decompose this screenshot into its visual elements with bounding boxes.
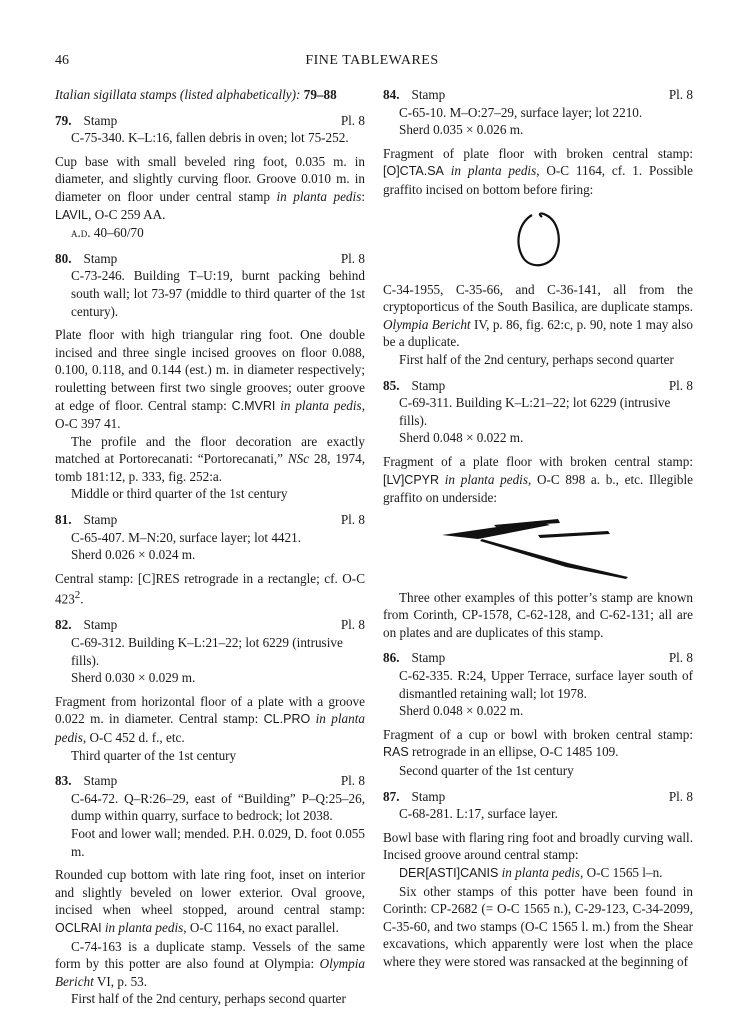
entry-number: 87. — [383, 788, 400, 804]
entry-87-heading — [383, 788, 693, 806]
entry-kind: Stamp — [83, 773, 118, 789]
entry-kind: Stamp — [411, 87, 446, 102]
entry-number: 85. — [383, 377, 400, 393]
entry-kind: Stamp — [83, 617, 118, 633]
page-number: 46 — [55, 53, 69, 68]
stamp-text: [LV]CPYR — [383, 472, 440, 487]
graffito-drawing — [508, 205, 568, 275]
description: Fragment from horizontal floor of a plate with a groove 0.022 m. in diameter. Central stamp: CL.PRO in planta pedis, O-C 452 d. f., etc. — [55, 693, 365, 745]
inventory-line: C-75-340. K–L:16, fallen debris in oven; lot 75-252. — [71, 130, 349, 146]
running-head: FINE TABLEWARES — [305, 53, 439, 68]
parallel-note: The profile and the floor decoration are exactly matched at Portorecanati: “Portorecanati,” NSc 28, 1974, tomb 181:12, p. 333, fig. 252:a. — [55, 433, 366, 484]
sherd-dimensions: Sherd 0.048 × 0.022 m. — [399, 430, 524, 446]
plate-ref: Pl. 8 — [340, 617, 365, 633]
date-line: First half of the 2nd century, perhaps second quarter — [71, 991, 346, 1007]
description: Rounded cup bottom with late ring foot, inset on interior and slightly beveled on lower exterior. Oval groove, incised when wheel stopped, around central stamp: OCLRAI in planta pedis, O-C 1164, no exact parallel. — [55, 867, 365, 935]
entry-84-heading — [383, 86, 693, 104]
entry-82-heading — [55, 616, 365, 634]
description: Bowl base with flaring ring foot and broadly curving wall. Incised groove around central stamp: — [383, 829, 693, 863]
stamp-text: LAVIL — [55, 207, 89, 222]
description: Fragment of a plate floor with broken central stamp: [LV]CPYR in planta pedis, O-C 898 a. b., etc. Illegible graffito on underside: — [383, 453, 693, 506]
plate-ref: Pl. 8 — [340, 112, 365, 128]
inventory-line: C-69-312. Building K–L:21–22; lot 6229 (intrusive fills). — [71, 635, 343, 668]
date-line: First half of the 2nd century, perhaps second quarter — [399, 351, 674, 367]
sherd-dimensions: Sherd 0.048 × 0.022 m. — [399, 703, 524, 719]
entry-kind: Stamp — [411, 650, 446, 666]
other-stamps-note: Six other stamps of this potter have been found in Corinth: CP-2682 (= O-C 1565 n.), C-29-123, C-34-2099, C-35-60, and two stamps (O-C 1565 l. m.) from the Shear excavations, which apparently were lost when the place where they were stored was ransacked at the beginning of — [383, 883, 693, 969]
stamp-text: RAS — [383, 745, 409, 760]
inventory-line: C-62-335. R:24, Upper Terrace, surface layer south of dismantled retaining wall; lot 1978. — [399, 668, 693, 701]
entry-number: 83. — [55, 773, 72, 789]
description: Plate floor with high triangular ring foot. One double incised and three single incised grooves on floor 0.088, 0.100, 0.118, and 0.144 (est.) m. in diameter respectively; rouletting between first two single grooves; outer groove at edge of floor. Central stamp: C.MVRI in planta pedis, O-C 397 41. — [55, 327, 365, 432]
entry-86-heading — [383, 649, 693, 667]
plate-ref: Pl. 8 — [668, 650, 693, 666]
entry-number: 84. — [383, 87, 400, 102]
inventory-line: C-69-311. Building K–L:21–22; lot 6229 (intrusive fills). — [399, 395, 671, 428]
plate-ref: Pl. 8 — [340, 250, 365, 266]
entry-kind: Stamp — [83, 112, 118, 128]
plate-ref: Pl. 8 — [340, 773, 365, 789]
sherd-dimensions: Sherd 0.030 × 0.029 m. — [71, 670, 196, 686]
entry-number: 82. — [55, 617, 72, 633]
stamp-text: C.MVRI — [231, 398, 276, 413]
plate-ref: Pl. 8 — [668, 87, 693, 102]
duplicate-note: Three other examples of this potter’s stamp are known from Corinth, CP-1578, C-62-128, and C-62-131; all are on plates and are duplicates of this stamp. — [383, 589, 693, 640]
stamp-text: [O]CTA.SA — [383, 164, 444, 179]
entry-number: 80. — [55, 250, 72, 266]
entry-kind: Stamp — [411, 377, 446, 393]
entry-number: 86. — [383, 650, 400, 666]
date-line: Middle or third quarter of the 1st century — [71, 486, 288, 502]
date-line: a.d. 40–60/70 — [71, 225, 144, 241]
left-column — [55, 86, 365, 1008]
graffito-drawing — [438, 513, 638, 583]
inventory-line: C-68-281. L:17, surface layer. — [399, 806, 558, 822]
stamp-text: DER[ASTI]CANIS — [399, 866, 499, 880]
inventory-line: C-65-10. M–O:27–29, surface layer; lot 2210. — [399, 104, 643, 120]
right-column — [383, 86, 693, 971]
date-line: Third quarter of the 1st century — [71, 747, 237, 763]
entry-79-heading — [55, 112, 365, 130]
entry-80-heading — [55, 250, 365, 268]
description: Fragment of a cup or bowl with broken central stamp: RAS retrograde in an ellipse, O-C 1485 109. — [383, 726, 693, 760]
date-line: Second quarter of the 1st century — [399, 763, 574, 779]
entry-85-heading — [383, 377, 693, 395]
duplicate-note: C-74-163 is a duplicate stamp. Vessels of the same form by this potter are also found at Olympia: Olympia Bericht VI, p. 53. — [55, 938, 365, 989]
description: Fragment of plate floor with broken central stamp: [O]CTA.SA in planta pedis, O-C 1164, cf. 1. Possible graffito incised on bottom before firing: — [383, 145, 693, 197]
entry-83-heading — [55, 772, 365, 790]
plate-ref: Pl. 8 — [668, 377, 693, 393]
entry-81-heading — [55, 511, 365, 529]
entry-kind: Stamp — [83, 250, 118, 266]
description: Central stamp: [C]RES retrograde in a rectangle; cf. O-C $423^2$. — [55, 570, 365, 607]
sherd-dimensions: Sherd 0.035 × 0.026 m. — [399, 122, 524, 138]
description: Cup base with small beveled ring foot, 0.035 m. in diameter, and slightly curving floor. Groove 0.010 m. in diameter on floor under central stamp in planta pedis: LAVIL, O-C 259 AA. — [55, 153, 365, 222]
catalog-intro: Italian sigillata stamps (listed alphabetically): 79–88 — [55, 87, 337, 102]
entry-kind: Stamp — [83, 512, 118, 528]
stamp-text: CL.PRO — [263, 712, 311, 727]
entry-number: 81. — [55, 512, 72, 528]
sherd-dimensions: Sherd 0.026 × 0.024 m. — [71, 547, 196, 563]
entry-kind: Stamp — [411, 788, 446, 804]
plate-ref: Pl. 8 — [340, 512, 365, 528]
duplicate-note: C-34-1955, C-35-66, and C-36-141, all from the cryptoporticus of the South Basilica, are duplicate stamps. Olympia Bericht IV, p. 86, fig. 62:c, p. 90, note 1 may also be a duplicate. — [383, 281, 693, 350]
inventory-line: C-65-407. M–N:20, surface layer; lot 4421. — [71, 529, 302, 545]
entry-number: 79. — [55, 112, 72, 128]
stamp-text: OCLRAI — [55, 920, 102, 935]
dimensions: Foot and lower wall; mended. P.H. 0.029, D. foot 0.055 m. — [71, 825, 365, 859]
inventory-line: C-64-72. Q–R:26–29, east of “Building” P–Q:25–26, dump within quarry, surface to bedrock; lot 2038. — [71, 790, 365, 824]
plate-ref: Pl. 8 — [668, 788, 693, 804]
inventory-line: C-73-246. Building T–U:19, burnt packing behind south wall; lot 73-97 (middle to third quarter of the 1st century). — [71, 268, 365, 319]
stamp-line: DER[ASTI]CANIS in planta pedis, O-C 1565 l–n. — [399, 865, 663, 880]
